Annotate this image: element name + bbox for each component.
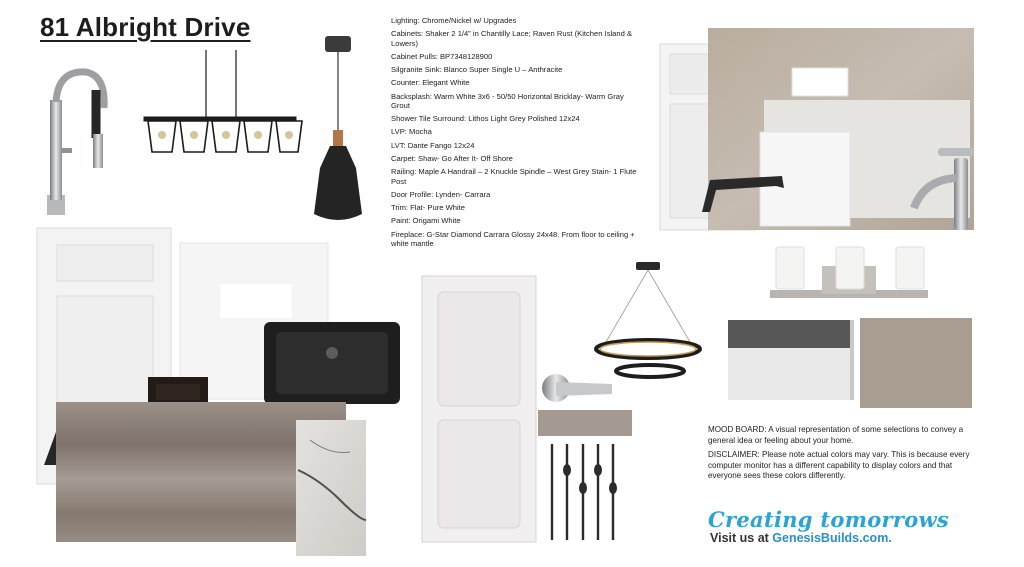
selections-list <box>391 16 641 252</box>
fireplace-mantle-swatch <box>728 320 854 400</box>
website-link[interactable]: GenesisBuilds.com. <box>772 531 892 545</box>
fireplace-marble-swatch <box>296 420 366 556</box>
footer-notes <box>708 425 978 486</box>
kitchen-faucet-image <box>47 72 104 215</box>
spec-lighting: Lighting: Chrome/Nickel w/ Upgrades <box>391 16 517 25</box>
spec-fireplace: Fireplace: G-Star Diamond Carrara Glossy 24x48. From floor to ceiling + white mantle <box>391 229 635 248</box>
lvt-swatch <box>860 318 972 408</box>
counter-sample <box>220 284 292 318</box>
spec-paint: Paint: Origami White <box>391 216 461 226</box>
spec-cabinet-pulls: Cabinet Pulls: BP7348128900 <box>391 51 493 61</box>
mood-board-note: MOOD BOARD: A visual representation of some selections to convey a general idea or feeling about your home. <box>708 425 964 445</box>
door-profile-image <box>422 276 536 542</box>
spec-door-profile: Door Profile: Lynden- Carrara <box>391 189 491 199</box>
spec-cabinets: Cabinets: Shaker 2 1/4” in Chantilly Lace; Raven Rust (Kitchen Island & Lowers) <box>391 29 633 48</box>
spec-backsplash: Backsplash: Warm White 3x6 - 50/50 Horizontal Bricklay- Warm Gray Grout <box>391 91 624 110</box>
spec-shower-tile: Shower Tile Surround: Lithos Light Grey Polished 12x24 <box>391 114 580 124</box>
spec-railing: Railing: Maple A Handrail – 2 Knuckle Spindle – West Grey Stain- 1 Flute Post <box>391 167 637 186</box>
page-title: 81 Albright Drive <box>40 12 251 42</box>
visit-line <box>710 531 892 545</box>
brand-tagline: Creating tomorrows <box>708 507 950 532</box>
spec-lvt: LVT: Dante Fango 12x24 <box>391 140 475 150</box>
disclaimer-note: DISCLAIMER: Please note actual colors may vary. This is because every computer monitor has a different capability to display colors and that everyone sees these colors differently. <box>708 450 970 481</box>
vanity-light-image <box>770 247 928 298</box>
spec-trim: Trim: Flat- Pure White <box>391 203 465 213</box>
pendant-light-image <box>314 36 362 220</box>
visit-prefix: Visit us at <box>710 531 773 545</box>
spindles-image <box>552 444 617 540</box>
spec-counter: Counter: Elegant White <box>391 78 470 88</box>
handrail-swatch <box>538 410 632 436</box>
sink-image <box>264 322 400 404</box>
ring-chandelier-image <box>596 262 700 377</box>
spec-sink: Silgranite Sink: Blanco Super Single U – Anthracite <box>391 65 563 75</box>
linear-chandelier-image <box>144 50 302 152</box>
door-lever-image <box>542 374 612 402</box>
backsplash-tile-swatch <box>792 68 848 96</box>
spec-carpet: Carpet: Shaw- Go After It- Off Shore <box>391 154 513 164</box>
spec-lvp: LVP: Mocha <box>391 127 432 137</box>
